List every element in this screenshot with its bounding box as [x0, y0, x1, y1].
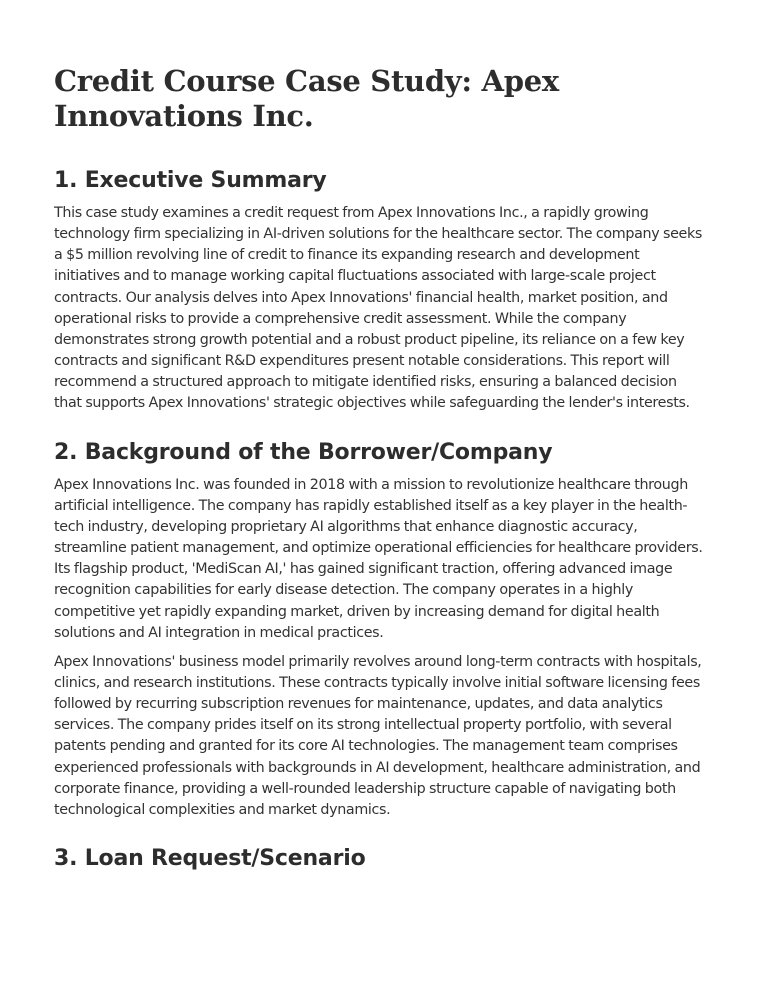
- section-heading: 1. Executive Summary: [54, 168, 327, 193]
- section-executive-summary: [54, 167, 704, 415]
- document-title: Credit Course Case Study: Apex Innovations Inc.: [54, 64, 559, 133]
- section-paragraph: Apex Innovations' business model primarily revolves around long-term contracts with hospitals, clinics, and research institutions. These contracts typically involve initial software licensing fees followed by recurring subscription revenues for maintenance, updates, and data analytics services. The company prides itself on its strong intellectual property portfolio, with several patents pending and granted for its core AI technologies. The management team comprises experienced professionals with backgrounds in AI development, healthcare administration, and corporate finance, providing a well-rounded leadership structure capable of navigating both technological complexities and market dynamics.: [54, 653, 702, 818]
- section-heading: 3. Loan Request/Scenario: [54, 846, 366, 872]
- section-paragraph: Apex Innovations Inc. was founded in 2018 with a mission to revolutionize healthcare through artificial intelligence. The company has rapidly established itself as a key player in the health-tech industry, developing proprietary AI algorithms that enhance diagnostic accuracy, streamline patient management, and optimize operational efficiencies for healthcare providers. Its flagship product, 'MediScan AI,' has gained significant traction, offering advanced image recognition capabilities for early disease detection. The company operates in a highly competitive yet rapidly expanding market, driven by increasing demand for digital health solutions and AI integration in medical practices.: [54, 476, 703, 641]
- section-background: [54, 439, 704, 822]
- section-loan-request: [54, 845, 704, 873]
- document-page: [54, 64, 704, 881]
- section-heading: 2. Background of the Borrower/Company: [54, 439, 553, 465]
- section-paragraph: This case study examines a credit request from Apex Innovations Inc., a rapidly growing technology firm specializing in AI-driven solutions for the healthcare sector. The company seeks a $5 million revolving line of credit to finance its expanding research and development initiatives and to manage working capital fluctuations associated with large-scale project contracts. Our analysis delves into Apex Innovations' financial health, market position, and operational risks to provide a comprehensive credit assessment. While the company demonstrates strong growth potential and a robust product pipeline, its reliance on a few key contracts and significant R&D expenditures present notable considerations. This report will recommend a structured approach to mitigate identified risks, ensuring a balanced decision that supports Apex Innovations' strategic objectives while safeguarding the lender's interests.: [54, 205, 703, 412]
